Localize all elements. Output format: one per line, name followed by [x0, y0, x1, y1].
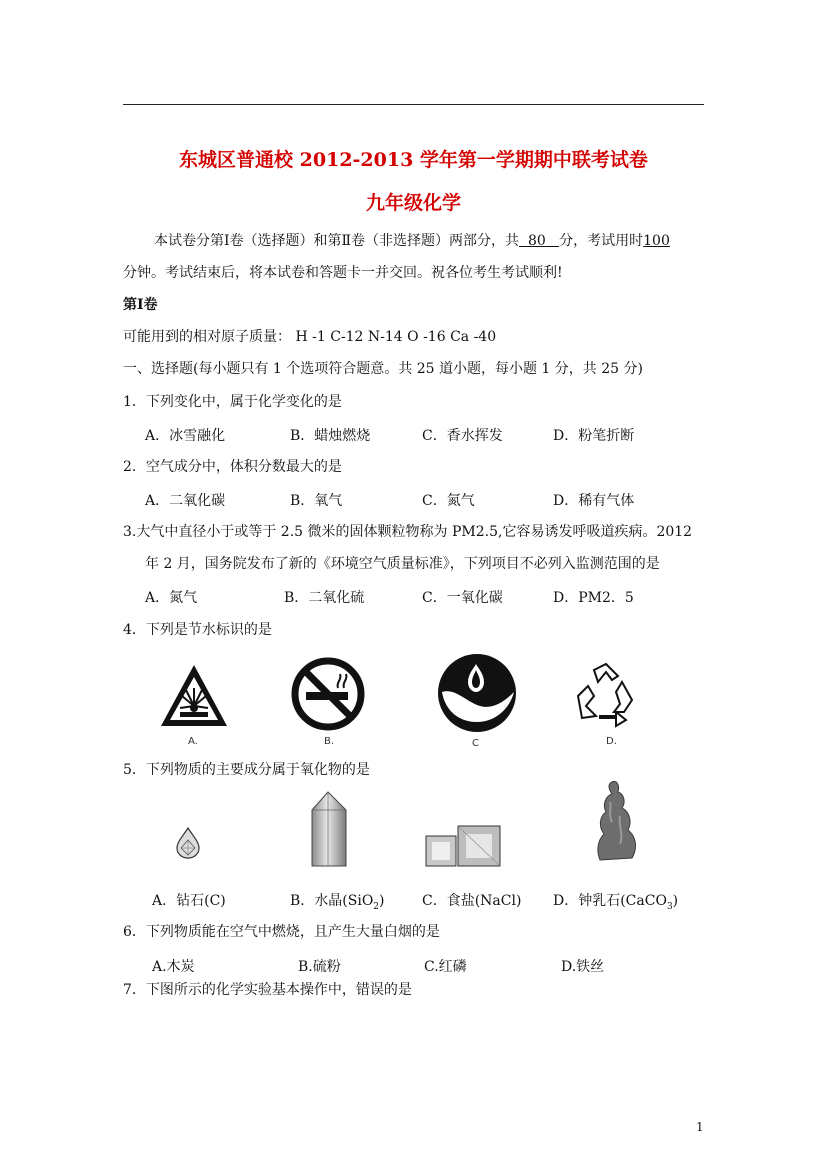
- atomic-masses: 可能用到的相对原子质量： H -1 C-12 N-14 O -16 Ca -40: [123, 329, 497, 345]
- exam-subtitle: 九年级化学: [365, 192, 461, 214]
- q2-option-b: B．氧气: [290, 493, 343, 509]
- salt-crystals-image: [424, 822, 504, 870]
- q4-caption-b: B.: [324, 736, 335, 747]
- q5-option-b: B．水晶(SiO$_2$): [290, 893, 385, 912]
- q3-option-d: D．PM2．5: [553, 590, 634, 606]
- q1-option-b: B．蜡烛燃烧: [290, 428, 371, 444]
- header-rule: [123, 104, 704, 105]
- question-6-stem: 6．下列物质能在空气中燃烧，且产生大量白烟的是: [123, 924, 440, 940]
- q1-option-c: C．香水挥发: [422, 428, 503, 444]
- question-4-stem: 4．下列是节水标识的是: [123, 622, 272, 638]
- q5-option-d: D．钟乳石(CaCO$_3$): [553, 893, 679, 912]
- q3-option-b: B．二氧化硫: [284, 590, 365, 606]
- intro-line-2: 分钟。考试结束后，将本试卷和答题卡一并交回。祝各位考生考试顺利!: [123, 265, 563, 281]
- explosive-hazard-icon: [158, 662, 230, 730]
- question-3-stem-line-2: 年 2 月，国务院发布了新的《环境空气质量标准》，下列项目不必列入监测范围的是: [145, 556, 660, 572]
- q4-caption-a: A.: [188, 736, 198, 747]
- q1-option-d: D．粉笔折断: [553, 428, 635, 444]
- q1-option-a: A．冰雪融化: [145, 428, 226, 444]
- q6-option-d: D.铁丝: [561, 959, 605, 975]
- page-number: 1: [696, 1120, 704, 1134]
- intro-line-1: 本试卷分第Ⅰ卷（选择题）和第Ⅱ卷（非选择题）两部分，共 80 分，考试用时100: [154, 233, 670, 249]
- q4-caption-c: C: [472, 738, 479, 749]
- q2-option-a: A．二氧化碳: [145, 493, 226, 509]
- q6-option-a: A.木炭: [152, 959, 195, 975]
- q5-option-a: A．钻石(C): [152, 893, 226, 909]
- section-heading: 第Ⅰ卷: [123, 297, 158, 313]
- q3-option-a: A．氮气: [145, 590, 198, 606]
- recycle-icon: [566, 660, 642, 732]
- q6-option-b: B.硫粉: [298, 959, 341, 975]
- exam-time: 100: [643, 233, 670, 249]
- quartz-crystal-image: [306, 790, 352, 868]
- stalactite-image: [594, 778, 640, 864]
- question-5-stem: 5．下列物质的主要成分属于氧化物的是: [123, 762, 370, 778]
- q6-option-c: C.红磷: [424, 959, 467, 975]
- total-score: 80: [527, 233, 546, 249]
- water-saving-icon: [436, 652, 518, 734]
- question-3-stem-line-1: 3.大气中直径小于或等于 2.5 微米的固体颗粒物称为 PM2.5,它容易诱发呼吸道疾病。2012: [123, 524, 693, 540]
- question-2-stem: 2．空气成分中，体积分数最大的是: [123, 459, 342, 475]
- q3-option-c: C．一氧化碳: [422, 590, 503, 606]
- q2-option-d: D．稀有气体: [553, 493, 635, 509]
- q5-option-c: C．食盐(NaCl): [422, 893, 522, 909]
- exam-title: 东城区普通校 2012-2013 学年第一学期期中联考试卷: [179, 149, 648, 171]
- question-1-stem: 1．下列变化中，属于化学变化的是: [123, 394, 342, 410]
- question-7-stem: 7．下图所示的化学实验基本操作中，错误的是: [123, 982, 412, 998]
- no-smoking-icon: [290, 656, 366, 732]
- q2-option-c: C．氮气: [422, 493, 475, 509]
- q4-caption-d: D.: [606, 736, 617, 747]
- diamond-image: [175, 826, 201, 860]
- part-heading: 一、选择题(每小题只有 1 个选项符合题意。共 25 道小题，每小题 1 分，共 25 分): [123, 361, 643, 377]
